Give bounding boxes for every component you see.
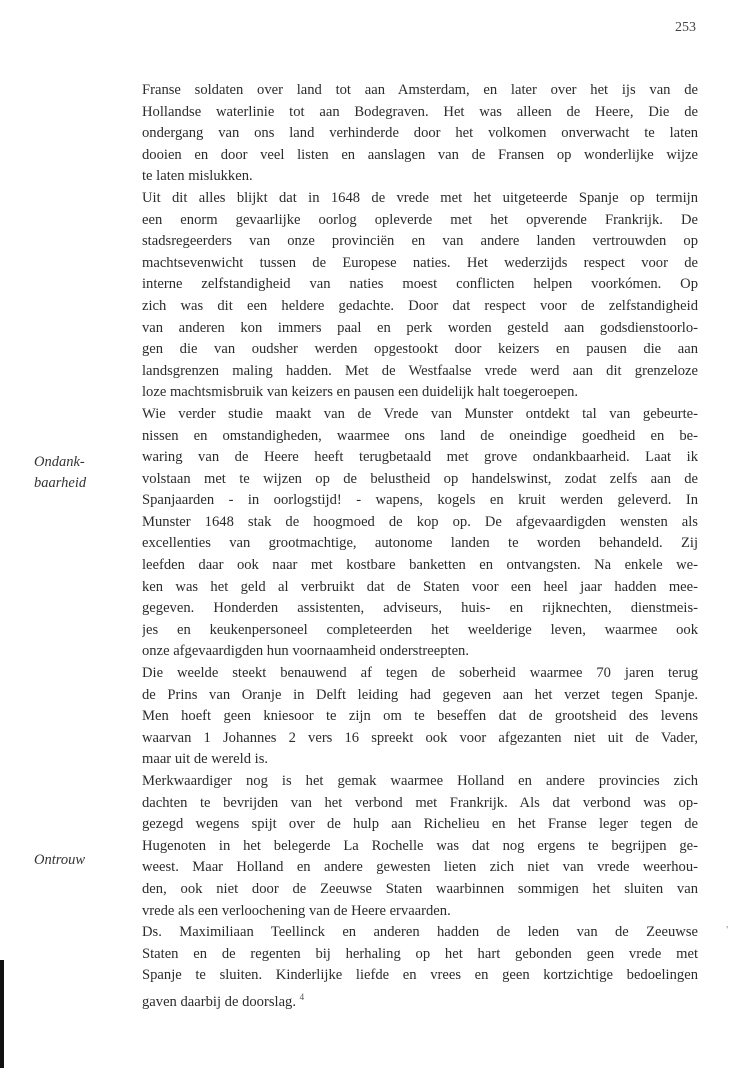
text-line: Wie verder studie maakt van de Vrede van Munster ontdekt tal van gebeurte-: [142, 405, 698, 422]
text-line: Hollandse waterlinie tot aan Bodegraven. Het was alleen de Heere, Die de: [142, 103, 698, 120]
paragraph: [142, 663, 698, 771]
text-line: Spanje te sluiten. Kinderlijke liefde en vrees en geen kortzichtige bedoelingen: [142, 967, 698, 984]
text-line: ken was het geld al verbruikt dat de Staten voor een heel jaar hadden mee-: [142, 578, 698, 595]
edge-tick: ': [726, 925, 728, 936]
text-line: [142, 987, 698, 1009]
text-line: landsgrenzen maling hadden. Met de Westfaalse vrede werd aan dit grenzeloze: [142, 362, 698, 379]
text-line: gegeven. Honderden assistenten, adviseurs, huis- en rijknechten, dienstmeis-: [142, 600, 698, 617]
text-line: den, ook niet door de Zeeuwse Staten waarbinnen sommigen het sluiten van: [142, 880, 698, 897]
text-line: Munster 1648 stak de hoogmoed de kop op. De afgevaardigden wensten als: [142, 513, 698, 530]
text-line: maar uit de wereld is.: [142, 751, 269, 768]
text-line: stadsregeerders van onze provinciën en van andere landen vertrouwden op: [142, 233, 698, 250]
page-number: 253: [675, 20, 696, 35]
text-line: de Prins van Oranje in Delft leiding had gegeven aan het verzet tegen Spanje.: [142, 686, 698, 703]
text-line: Franse soldaten over land tot aan Amsterdam, en later over het ijs van de: [142, 82, 698, 98]
text-line: zich was dit een heldere gedachte. Door dat respect voor de zelfstandigheid: [142, 297, 698, 314]
text-line: ondergang van ons land verhinderde door het volkomen onverwacht te laten: [142, 125, 698, 142]
text-line: dachten te bevrijden van het verbond met Frankrijk. Als dat verbond was op-: [142, 794, 698, 811]
text-line: dooien en door veel listen en aanslagen van de Fransen op wonderlijke wijze: [142, 146, 698, 163]
margin-note-ontrouw: [34, 850, 134, 871]
text-line-content: gaven daarbij de doorslag.: [142, 993, 296, 1009]
paragraph: [142, 922, 698, 1008]
text-line: nissen en omstandigheden, waarmee ons land de oneindige goedheid en be-: [142, 427, 698, 444]
footnote-reference[interactable]: 4: [299, 991, 305, 1002]
paragraph: [142, 80, 698, 188]
page-edge-shadow: [0, 960, 4, 1068]
margin-note-ondankbaarheid: [34, 452, 134, 494]
text-line: machtsevenwicht tussen de Europese naties. Het wederzijds respect voor de: [142, 254, 698, 271]
text-line: te laten mislukken.: [142, 168, 253, 185]
text-line: weest. Maar Holland en andere gewesten lieten zich niet van vrede weerhou-: [142, 859, 698, 876]
text-line: volstaan met te wijzen op de belustheid op handelswinst, zodat zelfs aan de: [142, 470, 698, 487]
text-line: interne zelfstandigheid van naties moest conflicten helpen voorkómen. Op: [142, 276, 698, 293]
text-line: loze machtsmisbruik van keizers en pausen een duidelijk halt toegeroepen.: [142, 384, 579, 401]
margin-note-line: Ondank-: [34, 454, 85, 470]
text-line: een enorm gevaarlijke oorlog opleverde met het opverende Frankrijk. De: [142, 211, 698, 228]
paragraph: [142, 188, 698, 404]
text-line: vrede als een verloochening van de Heere ervaarden.: [142, 902, 451, 919]
margin-note-line: Ontrouw: [34, 852, 86, 868]
text-line: Merkwaardiger nog is het gemak waarmee Holland en andere provincies zich: [142, 773, 698, 789]
text-line: Die weelde steekt benauwend af tegen de soberheid waarmee 70 jaren terug: [142, 665, 698, 682]
text-line: onze afgevaardigden hun voornaamheid onderstreepten.: [142, 643, 470, 660]
text-line: excellenties van grootmachtige, autonome landen te worden behandeld. Zij: [142, 535, 698, 552]
text-line: gezegd wegens spijt over de hulp aan Richelieu en het Franse leger tegen de: [142, 816, 698, 833]
margin-note-line: baarheid: [34, 475, 87, 491]
text-line: Uit dit alles blijkt dat in 1648 de vrede met het uitgeteerde Spanje op termijn: [142, 189, 698, 206]
text-line: Men hoeft geen kniesoor te zijn om te beseffen dat de grootsheid des levens: [142, 708, 698, 725]
paragraph: [142, 771, 698, 922]
text-line: Ds. Maximiliaan Teellinck en anderen hadden de leden van de Zeeuwse: [142, 924, 698, 941]
body-text: [142, 80, 698, 1009]
text-line: Spanjaarden - in oorlogstijd! - wapens, kogels en kruit werden geleverd. In: [142, 492, 698, 509]
text-line: Staten en de regenten bij herhaling op het hart gebonden geen vrede met: [142, 945, 698, 962]
text-line: waarvan 1 Johannes 2 vers 16 spreekt ook voor afgezanten niet uit de Vader,: [142, 729, 698, 746]
text-line: van anderen kon immers paal en perk worden gesteld aan godsdienstoorlo-: [142, 319, 698, 336]
text-line: gen die van oudsher werden opgestookt door keizers en pausen die aan: [142, 341, 698, 358]
text-line: waring van de Heere heeft terugbetaald met grove ondankbaarheid. Laat ik: [142, 449, 698, 466]
text-line: leefden daar ook naar met kostbare banketten en ontvangsten. Na enkele we-: [142, 557, 698, 574]
text-line: jes en keukenpersoneel completeerden het weelderige leven, waarmee ook: [142, 621, 698, 638]
text-line: Hugenoten in het belegerde La Rochelle was dat nog ergens te begrijpen ge-: [142, 837, 698, 854]
paragraph: [142, 404, 698, 663]
